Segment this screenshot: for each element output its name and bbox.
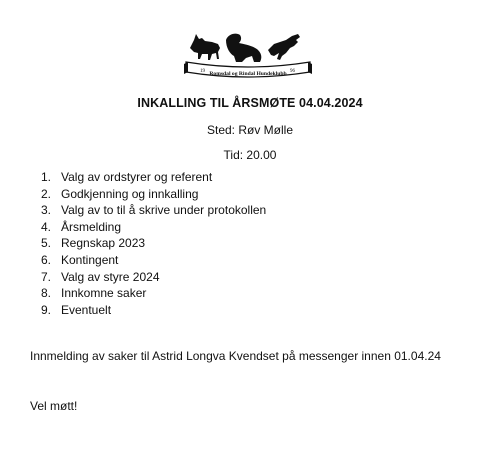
agenda-item: 5. Regnskap 2023 [41, 236, 146, 251]
dog-left-icon [190, 34, 220, 60]
agenda-item: 1. Valg av ordstyrer og referent [41, 170, 213, 184]
agenda-item: 9. Eventuelt [41, 302, 112, 317]
meeting-place: Sted: Røv Mølle [206, 123, 293, 137]
dog-center-icon [226, 34, 261, 62]
agenda-item: 2. Godkjenning og innkalling [41, 186, 199, 201]
agenda-list [41, 169, 266, 318]
agenda-item: 8. Innkomne saker [41, 286, 147, 301]
club-logo [182, 26, 314, 82]
agenda-item: 3. Valg av to til å skrive under protokollen [41, 203, 267, 218]
agenda-item: 7. Valg av styre 2024 [41, 269, 160, 284]
logo-year-left: 19 [200, 69, 205, 74]
dog-right-icon [268, 34, 300, 60]
page-title: INKALLING TIL ÅRSMØTE 04.04.2024 [137, 96, 363, 110]
logo-year-right: 96 [290, 69, 295, 74]
closing-text: Vel møtt! [30, 399, 78, 413]
agenda-item: 4. Årsmelding [41, 219, 122, 234]
meeting-time: Tid: 20.00 [223, 148, 277, 162]
submission-note: Innmelding av saker til Astrid Longva Kvendset på messenger innen 01.04.24 [30, 349, 441, 363]
logo-club-name: Romsdal og Rindal Hundeklubb [209, 71, 287, 77]
agenda-item: 6. Kontingent [41, 252, 119, 267]
